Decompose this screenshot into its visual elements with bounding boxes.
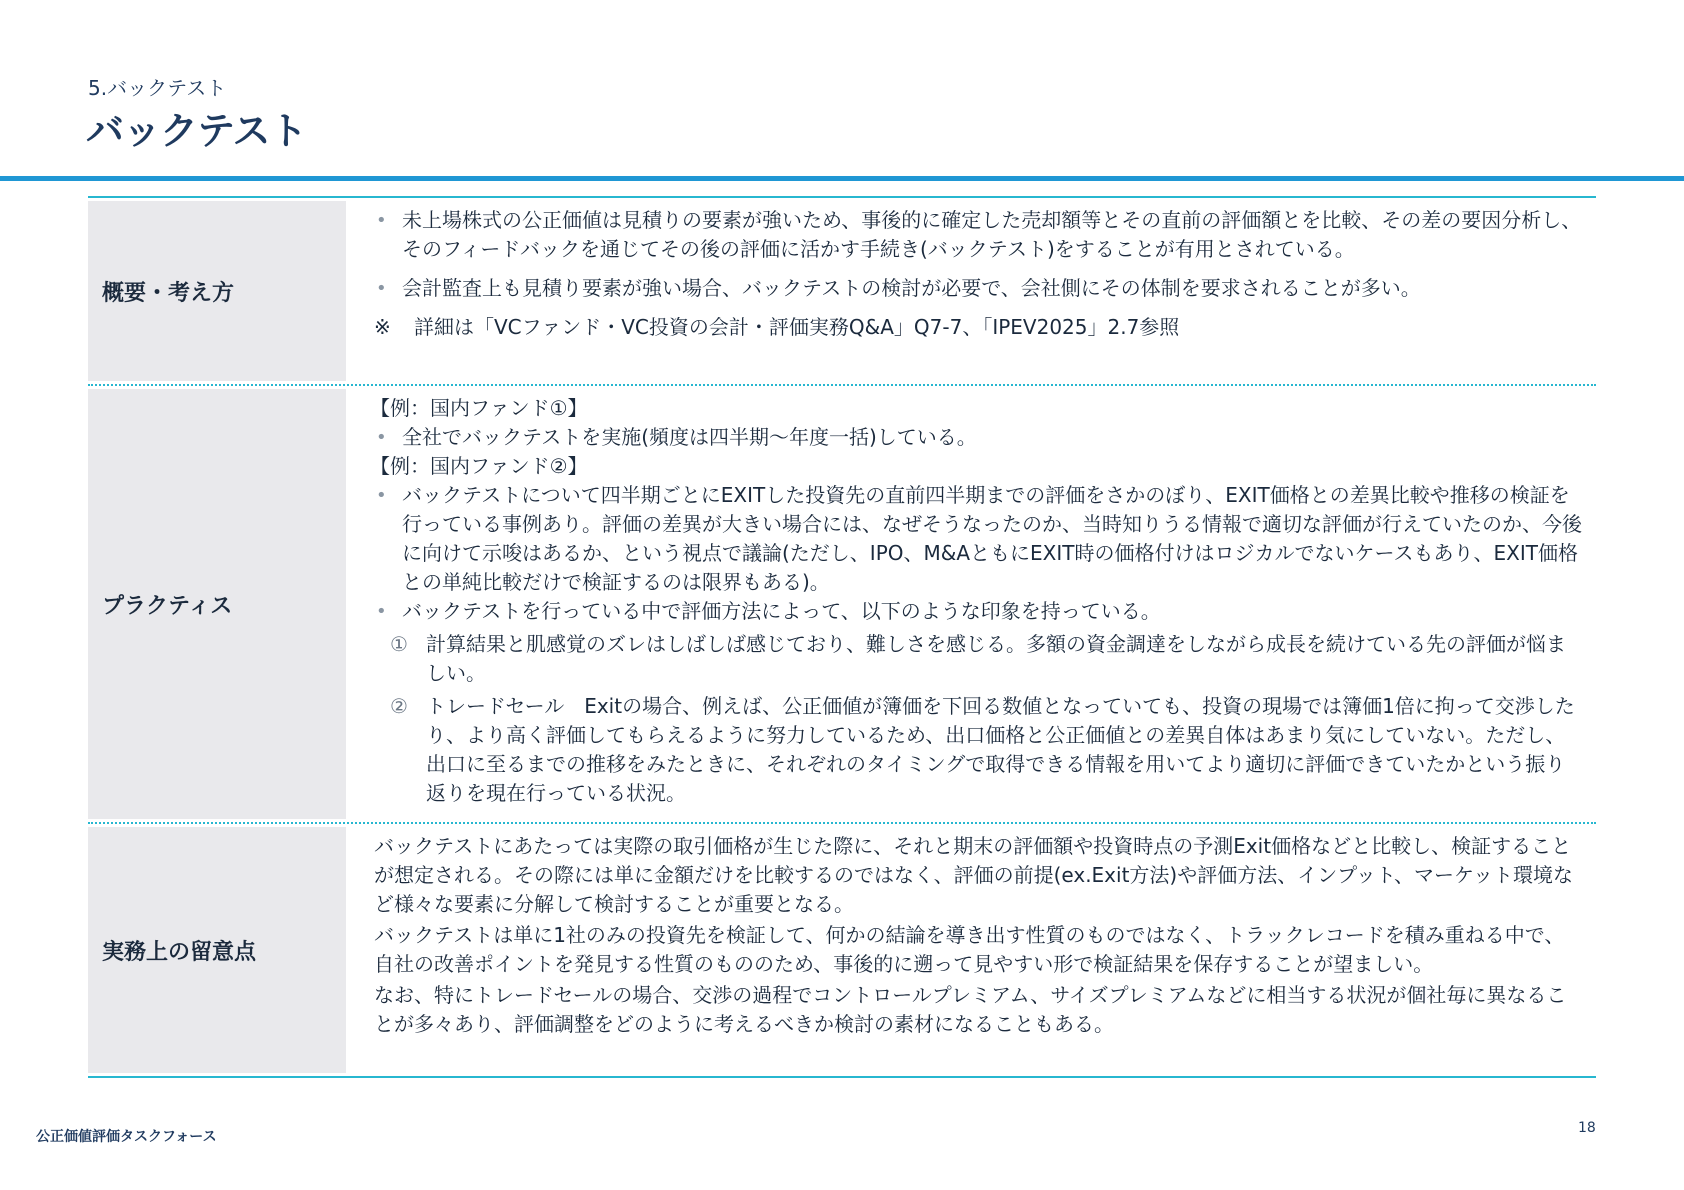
item-text: 計算結果と肌感覚のズレはしばしば感じており、難しさを感じる。多額の資金調達をしながら成長を続けている先の評価が悩ましい。 [426,632,1566,685]
overview-bullet-1: • 未上場株式の公正価値は見積りの要素が強いため、事後的に確定した売却額等とその直前の評価額とを比較、その差の要因分析し、そのフィードバックを通じてその後の評価に活かす手続き(バックテスト)をすることが有用とされている。 [374,206,1582,264]
example2-heading: 【例：国内ファンド②】 [370,454,588,478]
row-label-caveats: 実務上の留意点 [88,827,346,1073]
row-label-practice: プラクティス [88,389,346,819]
caveat-paragraph-3: なお、特にトレードセールの場合、交渉の過程でコントロールプレミアム、サイズプレミアムなどに相当する状況が個社毎に異なることが多々あり、評価調整をどのように考えるべきか検討の素材になることもある。 [374,983,1567,1036]
impression-item-1 [370,630,1582,688]
example2-bullet-2: • バックテストを行っている中で評価方法によって、以下のような印象を持っている。 [374,597,1582,626]
example1-heading: 【例：国内ファンド①】 [370,396,588,420]
note-mark: ※ [374,315,391,339]
row-practice [88,384,1596,822]
row-content-caveats [346,824,1596,1076]
row-overview [88,198,1596,384]
page-title: バックテスト [86,109,307,153]
note-text: 詳細は「VCファンド・VC投資の会計・評価実務Q&A」Q7-7、「IPEV2025」2.7参照 [414,315,1180,339]
footer-organization: 公正価値評価タスクフォース [36,1129,217,1145]
header-divider [0,176,1684,181]
impression-item-2 [370,692,1582,808]
row-content-practice [346,386,1596,822]
section-label: 5.バックテスト [88,76,227,100]
overview-bullet-2: • 会計監査上も見積り要素が強い場合、バックテストの検討が必要で、会社側にその体制を要求されることが多い。 [374,274,1582,303]
caveat-paragraph-2: バックテストは単に1社のみの投資先を検証して、何かの結論を導き出す性質のものではなく、トラックレコードを積み重ねる中で、自社の改善ポイントを発見する性質のもののため、事後的に遡って見やすい形で検証結果を保存することが望ましい。 [374,923,1565,976]
item-number: ① [390,632,408,656]
example2-bullet-1: • バックテストについて四半期ごとにEXITした投資先の直前四半期までの評価をさかのぼり、EXIT価格との差異比較や推移の検証を行っている事例あり。評価の差異が大きい場合には、なぜそうなったのか、当時知りうる情報で適切な評価が行えていたのか、今後に向けて示唆はあるか、という視点で議論(ただし、IPO、M&AともにEXIT時の価格付けはロジカルでないケースもあり、EXIT価格との単純比較だけで検証するのは限界もある)。 [374,481,1582,597]
row-label-overview: 概要・考え方 [88,201,346,381]
overview-note [374,313,1582,342]
page-number: 18 [1578,1120,1596,1136]
row-caveats [88,822,1596,1076]
caveat-paragraph-1: バックテストにあたっては実際の取引価格が生じた際に、それと期末の評価額や投資時点の予測Exit価格などと比較し、検証することが想定される。その際には単に金額だけを比較するのではなく、評価の前提(ex.Exit方法)や評価方法、インプット、マーケット環境など様々な要素に分解して検討することが重要となる。 [374,834,1574,916]
item-text: トレードセール Exitの場合、例えば、公正価値が簿価を下回る数値となっていても、投資の現場では簿価1倍に拘って交渉したり、より高く評価してもらえるように努力しているため、出口価格と公正価値との差異自体はあまり気にしていない。ただし、出口に至るまでの推移をみたときに、それぞれのタイミングで取得できる情報を用いてより適切に評価できていたかという振り返りを現在行っている状況。 [426,694,1575,805]
example1-bullet: • 全社でバックテストを実施(頻度は四半期～年度一括)している。 [374,423,1582,452]
content-table [88,196,1596,1078]
item-number: ② [390,694,408,718]
row-content-overview [346,198,1596,384]
